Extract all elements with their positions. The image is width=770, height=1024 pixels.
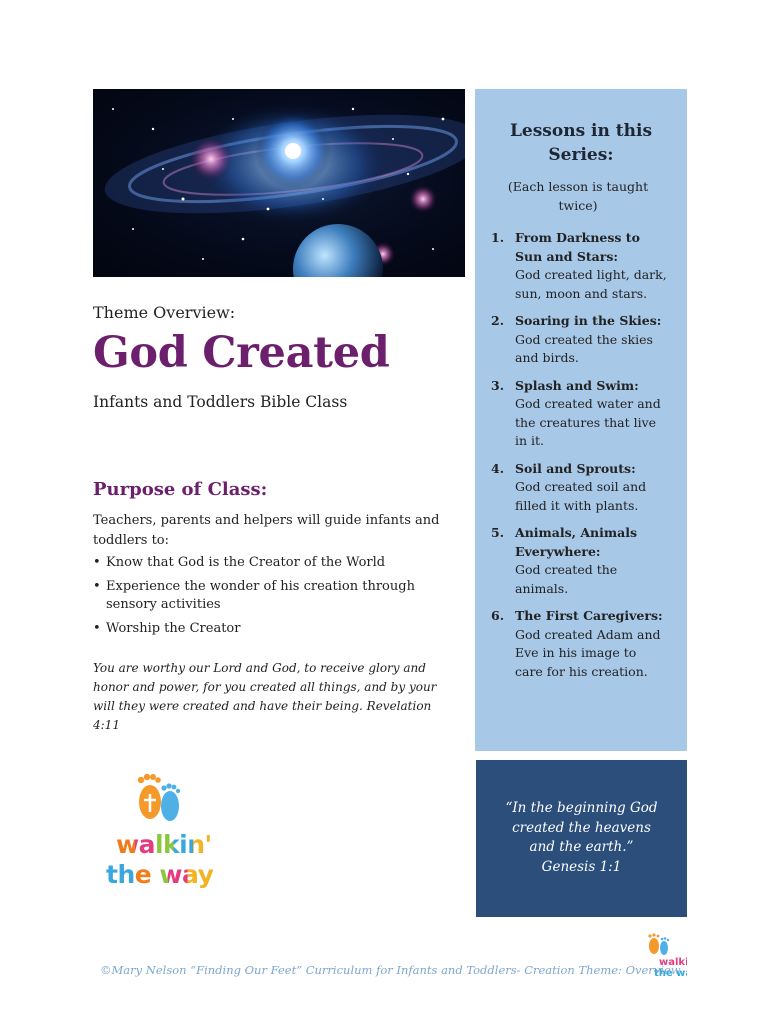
lesson-number: 6. [491,608,505,623]
bible-verse-quote: You are worthy our Lord and God, to receive glory and honor and power, for you created all things, and by your will they were created and have their being. Revelation 4:11 [93,661,437,732]
lesson-number: 1. [491,230,505,245]
lesson-title: Soaring in the Skies: [515,313,662,328]
footprints-icon [128,766,188,826]
lesson-title: The First Caregivers: [515,608,663,623]
scripture-box [476,760,687,917]
theme-overview-label: Theme Overview: [93,303,236,322]
small-logo-text: the w [654,968,686,979]
lesson-description: God created light, dark, sun, moon and stars. [515,267,667,301]
class-subtitle: Infants and Toddlers Bible Class [93,393,348,411]
lesson-title: Animals, Animals Everywhere: [515,525,637,559]
footer-copyright: ©Mary Nelson “Finding Our Feet” Curriculum for Infants and Toddlers- Creation Theme: Overview [100,963,681,977]
lesson-number: 3. [491,377,505,393]
list-item: • Experience the wonder of his creation through sensory activities [93,578,463,614]
walkin-the-way-logo [100,760,220,900]
list-item: • Know that God is the Creator of the World [93,554,463,572]
galaxy-image [93,89,465,277]
lessons-heading: Lessons in this Series: [509,121,653,165]
lesson-description: God created water and the creatures that live in it. [515,396,661,448]
lesson-item [489,460,667,516]
scripture-reference: Genesis 1:1 [541,858,622,875]
scripture-line: “In the beginning God [505,800,658,816]
page-title: God Created [93,328,390,378]
lesson-item [489,229,667,303]
list-item: • Worship the Creator [93,620,463,638]
lessons-note: (Each lesson is taught twice) [507,179,649,213]
small-logo-text: walki [659,957,687,968]
lesson-number: 2. [491,313,505,328]
lesson-item [489,312,667,368]
small-logo [637,932,687,980]
lesson-title: Splash and Swim: [515,377,639,393]
lesson-item [489,607,667,681]
purpose-list [93,554,463,644]
scripture-line: created the heavens [512,819,651,836]
footprints-icon [637,932,687,980]
lesson-title: From Darkness to Sun and Stars: [515,230,640,264]
lesson-item [489,524,667,598]
lesson-description: God created the skies and birds. [515,331,653,365]
lesson-number: 5. [491,525,505,540]
purpose-heading: Purpose of Class: [93,479,268,500]
lesson-description: God created soil and filled it with plants. [515,479,647,513]
logo-text-line1: walkin' [116,830,212,859]
lesson-number: 4. [491,460,505,476]
lesson-title: Soil and Sprouts: [515,460,636,476]
lesson-item [489,377,667,451]
lesson-description: God created the animals. [515,562,618,596]
scripture-line: and the earth.” [529,839,634,855]
lesson-description: God created Adam and Eve in his image to care for his creation. [515,626,661,679]
purpose-intro: Teachers, parents and helpers will guide infants and toddlers to: [93,513,440,548]
logo-text-line2: the way [106,860,214,889]
lessons-sidebar [475,89,687,751]
lesson-list [489,229,667,681]
